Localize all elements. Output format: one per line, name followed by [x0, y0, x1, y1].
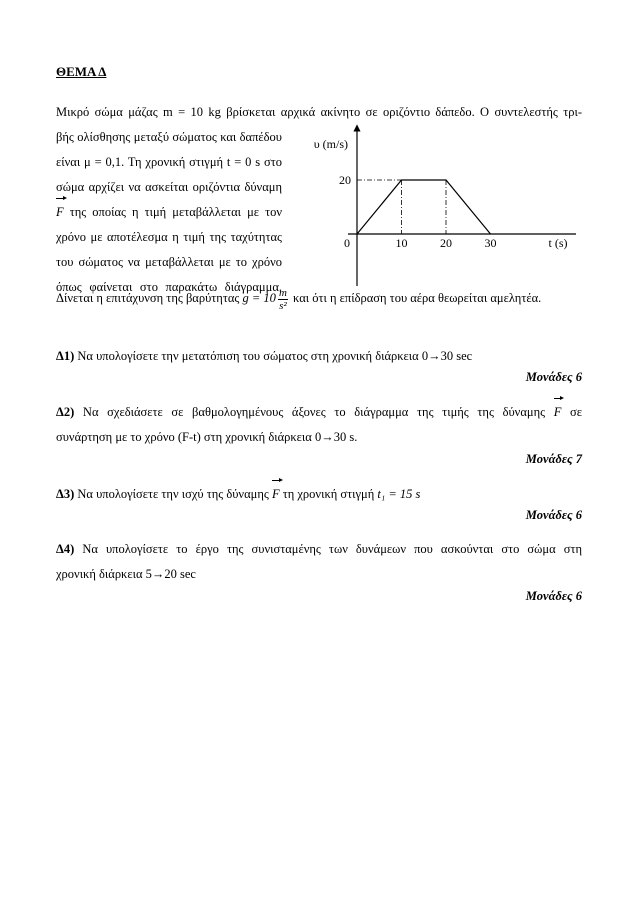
intro-line-3: είναι μ = 0,1. Τη χρονική στιγμή t = 0 s στο — [56, 155, 282, 169]
question-d3-text-a: Να υπολογίσετε την ισχύ της δύναμης — [77, 487, 269, 501]
x-axis-label: t (s) — [548, 236, 568, 250]
intro-line-4: σώμα αρχίζει να ασκείται οριζόντια δύναμη — [56, 180, 282, 194]
intro-line-7: του σώματος να μεταβάλλεται με το χρόνο — [56, 255, 282, 269]
gravity-unit-numerator: m — [278, 286, 287, 299]
question-d2-line-1 — [56, 400, 582, 425]
question-d3-time: t₁ = 15 s — [377, 487, 421, 501]
question-d1-marks: Μονάδες 6 — [525, 370, 582, 384]
question-d1-text: Να υπολογίσετε την μετατόπιση του σώματος στη χρονική διάρκεια 0→30 sec — [77, 349, 473, 363]
guide-lines — [357, 180, 446, 234]
x-tick-label-10: 10 — [395, 236, 408, 250]
intro-line-5-text: της οποίας η τιμή μεταβάλλεται με τον — [69, 205, 282, 219]
question-d2-marks: Μονάδες 7 — [525, 452, 582, 466]
question-d4-line-1 — [56, 537, 582, 562]
question-d2-text-a: Να σχεδιάσετε σε βαθμολογημένους άξονες το διάγραμμα της τιμής της δύναμης — [82, 405, 546, 419]
gravity-value: g = 10 — [242, 291, 276, 305]
y-tick-label-20: 20 — [339, 173, 351, 187]
gravity-unit-denominator: s² — [279, 299, 287, 312]
y-axis-label: υ (m/s) — [313, 137, 348, 151]
question-d3-id: Δ3) — [56, 487, 75, 501]
intro-line-5 — [56, 200, 282, 225]
x-tick-labels — [344, 236, 497, 250]
question-d2-text-c: συνάρτηση με το χρόνο (F-t) στη χρονική διάρκεια 0→30 s. — [56, 430, 358, 444]
given-suffix: και ότι η επίδραση του αέρα θεωρείται αμελητέα. — [293, 291, 542, 305]
intro-line-2: βής ολίσθησης μεταξύ σώματος και δαπέδου — [56, 130, 282, 144]
force-vector-symbol: F — [554, 400, 562, 425]
question-d1-id: Δ1) — [56, 349, 75, 363]
question-d2-id: Δ2) — [56, 405, 75, 419]
question-d4 — [56, 537, 582, 587]
x-tick-label-0: 0 — [344, 236, 350, 250]
question-d3-marks: Μονάδες 6 — [525, 508, 582, 522]
velocity-time-graph — [300, 124, 585, 289]
given-prefix: Δίνεται η επιτάχυνση της βαρύτητας — [56, 291, 240, 305]
question-d2-text-b: σε — [570, 405, 583, 419]
force-vector-symbol: F — [56, 200, 64, 225]
intro-line-8: όπως φαίνεται στο παρακάτω διάγραμμα. — [56, 280, 282, 294]
question-d3 — [56, 482, 582, 507]
intro-line-1: Μικρό σώμα μάζας m = 10 kg βρίσκεται αρχικά ακίνητο σε οριζόντιο δάπεδο. Ο συντελεστής τρι- — [56, 105, 582, 119]
y-tick-labels — [339, 173, 351, 187]
question-d3-text-b: τη χρονική στιγμή — [282, 487, 375, 501]
question-d1 — [56, 344, 582, 369]
intro-left-column — [56, 125, 282, 300]
x-tick-label-20: 20 — [440, 236, 452, 250]
question-d4-text-a: Να υπολογίσετε το έργο της συνισταμένης των δυνάμεων που ασκούνται στο σώμα στη — [82, 542, 583, 556]
x-tick-label-30: 30 — [484, 236, 497, 250]
velocity-series-line — [357, 180, 491, 234]
question-d2 — [56, 400, 582, 450]
given-data — [56, 283, 582, 313]
question-d4-id: Δ4) — [56, 542, 75, 556]
intro-line-6: χρόνο με αποτέλεσμα η τιμή της ταχύτητας — [56, 230, 282, 244]
question-d4-text-b: χρονική διάρκεια 5→20 sec — [56, 567, 196, 581]
section-title: ΘΕΜΑ Δ — [56, 64, 107, 79]
gravity-unit — [278, 287, 288, 312]
force-vector-symbol: F — [272, 482, 280, 507]
question-d4-marks: Μονάδες 6 — [525, 589, 582, 603]
